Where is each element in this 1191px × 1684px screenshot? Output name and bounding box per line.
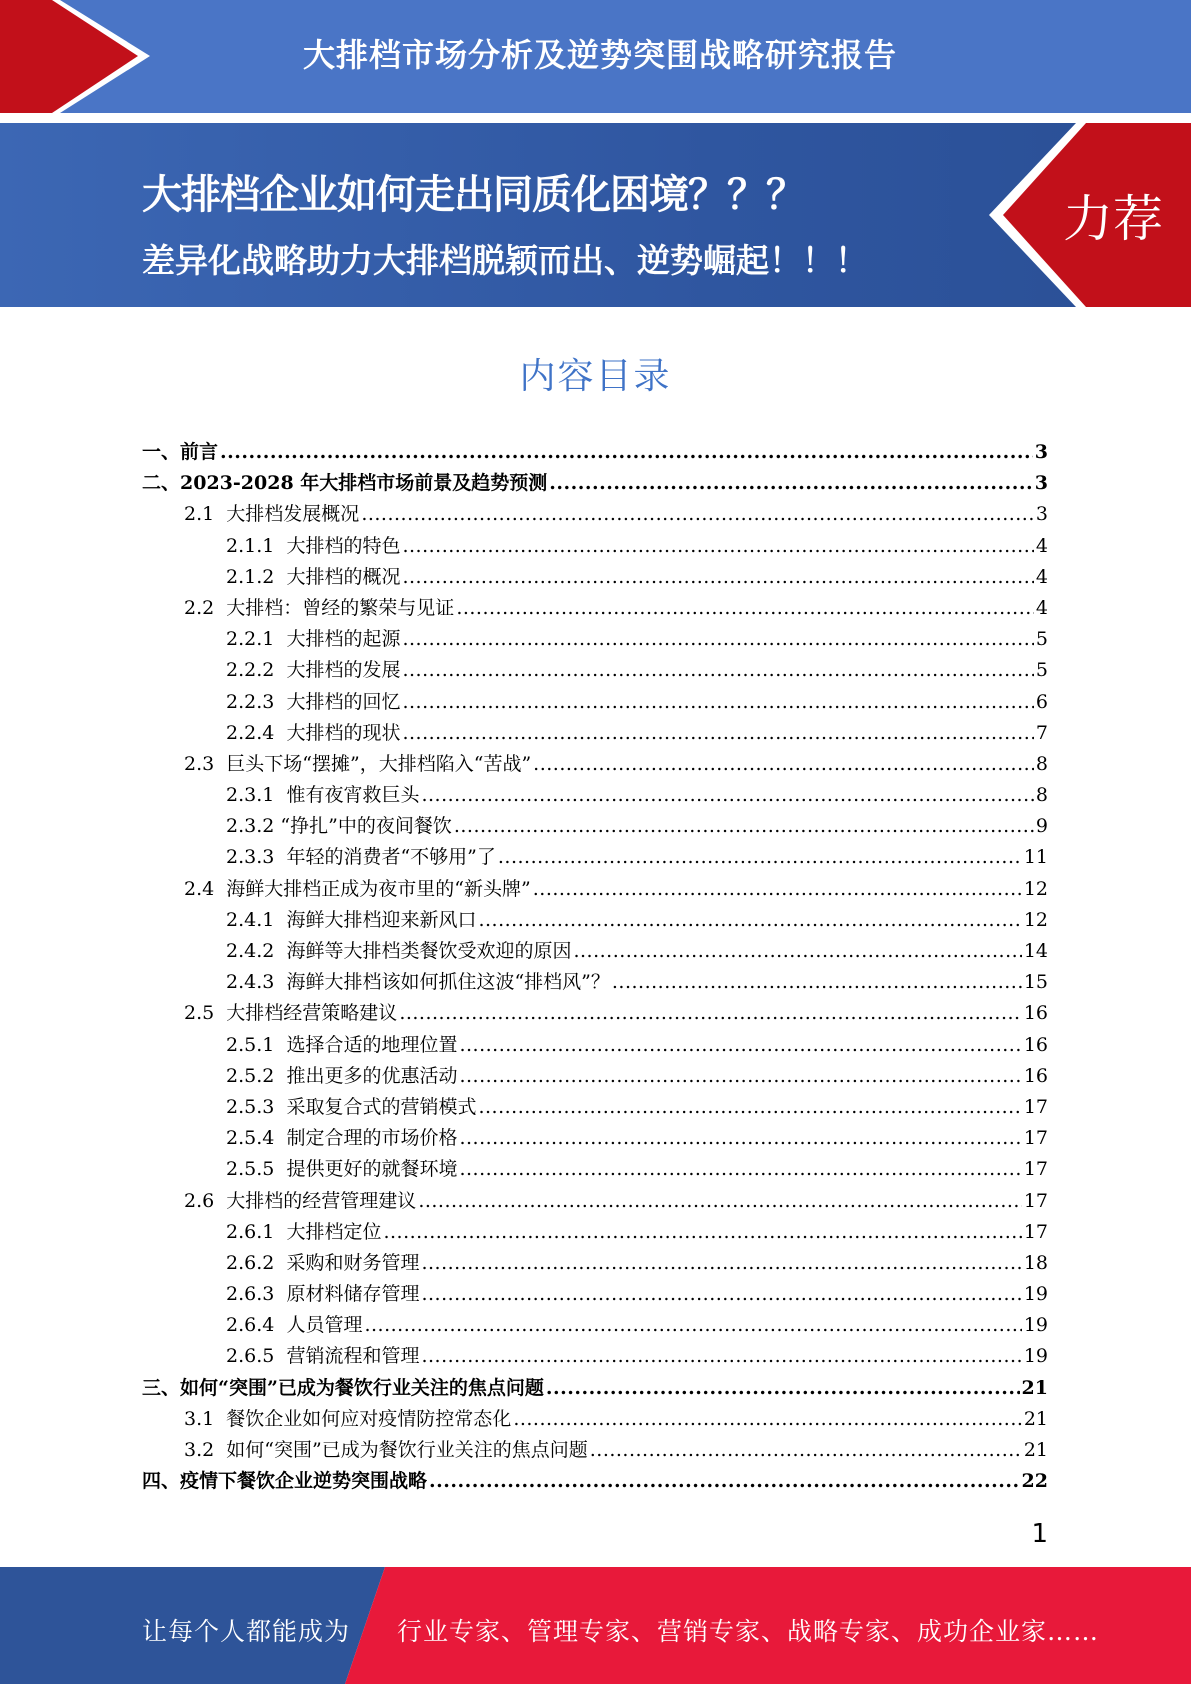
toc-entry[interactable] bbox=[142, 1123, 1048, 1154]
toc-entry[interactable] bbox=[142, 624, 1048, 655]
table-of-contents bbox=[142, 437, 1048, 1497]
toc-entry[interactable] bbox=[142, 967, 1048, 998]
toc-entry-title: 大排档的回忆 bbox=[286, 690, 401, 713]
toc-entry[interactable] bbox=[142, 811, 1048, 842]
toc-entry[interactable] bbox=[142, 1154, 1048, 1185]
toc-entry-number: 2.4.2 bbox=[226, 940, 287, 962]
toc-entry[interactable] bbox=[142, 1061, 1048, 1092]
toc-entry-title: 大排档的概况 bbox=[286, 565, 401, 588]
toc-dot-leader bbox=[364, 1314, 1021, 1336]
toc-entry-title: 前言 bbox=[180, 441, 219, 463]
toc-entry-page: 8 bbox=[1035, 784, 1048, 807]
toc-entry-page: 17 bbox=[1023, 1127, 1048, 1150]
toc-entry[interactable] bbox=[142, 1310, 1048, 1341]
toc-entry[interactable] bbox=[142, 437, 1048, 468]
toc-entry-page: 22 bbox=[1021, 1470, 1048, 1493]
toc-entry-page: 16 bbox=[1023, 1002, 1048, 1025]
toc-entry-number: 2.2.4 bbox=[226, 721, 287, 744]
toc-entry[interactable] bbox=[142, 468, 1048, 499]
toc-entry-page: 16 bbox=[1023, 1064, 1048, 1087]
toc-entry-title: 采取复合式的营销模式 bbox=[286, 1095, 477, 1118]
toc-entry-page: 19 bbox=[1023, 1283, 1048, 1306]
toc-entry-page: 19 bbox=[1023, 1345, 1048, 1368]
toc-entry-title: 推出更多的优惠活动 bbox=[286, 1064, 458, 1087]
toc-entry-number: 2.2.3 bbox=[226, 690, 287, 713]
toc-entry[interactable] bbox=[142, 780, 1048, 811]
toc-entry-number: 2.6.4 bbox=[226, 1314, 287, 1337]
page-number: 1 bbox=[1031, 1519, 1048, 1549]
toc-entry-page: 3 bbox=[1034, 472, 1048, 495]
toc-entry-number: 2.3.1 bbox=[226, 784, 287, 807]
toc-entry-title: 提供更好的就餐环境 bbox=[286, 1158, 458, 1181]
toc-entry-title: “挣扎”中的夜间餐饮 bbox=[280, 815, 452, 838]
toc-entry-number: 2.6.1 bbox=[226, 1220, 287, 1243]
toc-entry-title: 选择合适的地理位置 bbox=[286, 1033, 458, 1056]
toc-entry-number: 2.6.5 bbox=[226, 1345, 287, 1368]
toc-entry-number: 2.5.2 bbox=[226, 1064, 287, 1087]
toc-entry-page: 5 bbox=[1035, 659, 1048, 682]
toc-entry-page: 21 bbox=[1023, 1439, 1048, 1461]
toc-entry[interactable] bbox=[142, 749, 1048, 780]
toc-entry-number: 一、 bbox=[142, 441, 181, 463]
toc-dot-leader bbox=[549, 472, 1032, 494]
toc-dot-leader bbox=[421, 784, 1033, 806]
toc-entry-title: 海鲜大排档迎来新风口 bbox=[286, 908, 477, 931]
toc-dot-leader bbox=[402, 628, 1033, 650]
toc-entry-page: 7 bbox=[1035, 721, 1048, 744]
toc-entry-page: 18 bbox=[1023, 1251, 1048, 1274]
toc-entry[interactable] bbox=[142, 1030, 1048, 1061]
toc-entry-title: 大排档发展概况 bbox=[226, 503, 360, 526]
toc-dot-leader bbox=[421, 1345, 1021, 1367]
toc-dot-leader bbox=[533, 753, 1034, 775]
toc-entry-title: 大排档：曾经的繁荣与见证 bbox=[226, 596, 455, 619]
toc-entry-page: 9 bbox=[1035, 815, 1048, 838]
toc-entry-title: 如何“突围”已成为餐饮行业关注的焦点问题 bbox=[180, 1376, 544, 1399]
toc-entry[interactable] bbox=[142, 531, 1048, 562]
toc-dot-leader bbox=[459, 1065, 1021, 1087]
toc-entry-number: 二、 bbox=[142, 472, 181, 495]
toc-dot-leader bbox=[383, 1221, 1021, 1243]
toc-entry[interactable] bbox=[142, 1466, 1048, 1497]
toc-entry[interactable] bbox=[142, 842, 1048, 873]
toc-entry-number: 2.5.5 bbox=[226, 1158, 287, 1181]
toc-dot-leader bbox=[533, 878, 1022, 900]
toc-entry-number: 2.4.1 bbox=[226, 908, 287, 931]
toc-entry-number: 2.6.2 bbox=[226, 1251, 287, 1274]
toc-entry[interactable] bbox=[142, 1217, 1048, 1248]
toc-entry-number: 2.2 bbox=[184, 596, 227, 619]
toc-entry-page: 5 bbox=[1035, 628, 1048, 651]
toc-dot-leader bbox=[402, 659, 1033, 681]
toc-dot-leader bbox=[498, 846, 1022, 868]
toc-entry-number: 3.1 bbox=[184, 1407, 227, 1430]
toc-dot-leader bbox=[421, 1283, 1021, 1305]
toc-entry-number: 2.5.4 bbox=[226, 1127, 287, 1150]
toc-entry-title: 惟有夜宵救巨头 bbox=[286, 784, 420, 807]
toc-entry-title: 原材料储存管理 bbox=[286, 1283, 420, 1306]
toc-entry-page: 15 bbox=[1023, 971, 1048, 994]
toc-dot-leader bbox=[459, 1127, 1021, 1149]
toc-entry[interactable] bbox=[142, 936, 1048, 967]
toc-entry-page: 6 bbox=[1035, 690, 1048, 713]
toc-entry-title: 大排档的起源 bbox=[286, 628, 401, 651]
toc-dot-leader bbox=[513, 1408, 1022, 1430]
toc-entry-title: 大排档经营策略建议 bbox=[226, 1002, 398, 1025]
toc-entry[interactable] bbox=[142, 1341, 1048, 1372]
toc-entry-number: 2.6 bbox=[184, 1189, 227, 1212]
toc-entry[interactable] bbox=[142, 687, 1048, 718]
toc-entry-title: 大排档的经营管理建议 bbox=[226, 1189, 417, 1212]
toc-dot-leader bbox=[478, 1096, 1021, 1118]
toc-entry-page: 14 bbox=[1023, 940, 1048, 962]
toc-dot-leader bbox=[429, 1470, 1020, 1492]
toc-entry-page: 12 bbox=[1023, 908, 1048, 931]
toc-dot-leader bbox=[402, 722, 1033, 744]
toc-dot-leader bbox=[402, 566, 1033, 588]
toc-entry[interactable] bbox=[142, 874, 1048, 905]
toc-entry-title: 年轻的消费者“不够用”了 bbox=[286, 846, 496, 869]
toc-entry[interactable] bbox=[142, 593, 1048, 624]
toc-entry-page: 21 bbox=[1023, 1407, 1048, 1430]
toc-entry-page: 19 bbox=[1023, 1314, 1048, 1337]
toc-entry-title: 大排档的特色 bbox=[286, 534, 401, 557]
toc-entry-number: 2.3.3 bbox=[226, 846, 287, 869]
toc-entry-title: 大排档的现状 bbox=[286, 721, 401, 744]
toc-entry-page: 4 bbox=[1035, 565, 1048, 588]
toc-entry-page: 21 bbox=[1021, 1376, 1048, 1399]
toc-dot-leader bbox=[573, 940, 1021, 962]
toc-dot-leader bbox=[459, 1034, 1021, 1056]
toc-entry-page: 12 bbox=[1023, 877, 1048, 900]
toc-entry-number: 2.3.2 bbox=[226, 815, 281, 838]
toc-dot-leader bbox=[402, 691, 1033, 713]
toc-entry-page: 4 bbox=[1035, 534, 1048, 557]
toc-entry-page: 4 bbox=[1035, 596, 1048, 619]
toc-entry-number: 2.1 bbox=[184, 503, 227, 526]
toc-entry-number: 2.4.3 bbox=[226, 971, 287, 994]
toc-entry-title: 采购和财务管理 bbox=[286, 1251, 420, 1274]
toc-entry-number: 2.2.1 bbox=[226, 628, 287, 651]
hero-banner bbox=[0, 123, 1191, 307]
toc-entry-title: 制定合理的市场价格 bbox=[286, 1127, 458, 1150]
toc-entry[interactable] bbox=[142, 1435, 1048, 1466]
toc-entry-page: 3 bbox=[1035, 503, 1048, 526]
toc-entry-number: 三、 bbox=[142, 1376, 181, 1399]
toc-entry-title: 营销流程和管理 bbox=[286, 1345, 420, 1368]
toc-entry-page: 17 bbox=[1023, 1158, 1048, 1181]
toc-dot-leader bbox=[418, 1190, 1022, 1212]
toc-dot-leader bbox=[456, 597, 1034, 619]
toc-entry[interactable] bbox=[142, 1279, 1048, 1310]
toc-entry-number: 2.5 bbox=[184, 1002, 227, 1025]
toc-entry-title: 大排档定位 bbox=[286, 1220, 382, 1243]
toc-entry-number: 2.1.1 bbox=[226, 534, 287, 557]
toc-entry[interactable] bbox=[142, 905, 1048, 936]
toc-entry-number: 2.3 bbox=[184, 752, 227, 775]
toc-entry-title: 巨头下场“摆摊”，大排档陷入“苦战” bbox=[226, 752, 532, 775]
toc-entry-page: 16 bbox=[1023, 1033, 1048, 1056]
toc-dot-leader bbox=[220, 441, 1033, 463]
toc-dot-leader bbox=[459, 1158, 1021, 1180]
toc-dot-leader bbox=[612, 971, 1022, 993]
toc-dot-leader bbox=[454, 815, 1034, 837]
toc-dot-leader bbox=[590, 1439, 1022, 1461]
toc-entry[interactable] bbox=[142, 1092, 1048, 1123]
toc-dot-leader bbox=[546, 1377, 1020, 1399]
toc-dot-leader bbox=[421, 1252, 1021, 1274]
toc-entry-title: 海鲜大排档正成为夜市里的“新头牌” bbox=[226, 877, 531, 900]
report-title: 大排档市场分析及逆势突围战略研究报告 bbox=[302, 36, 897, 74]
toc-entry[interactable] bbox=[142, 718, 1048, 749]
toc-dot-leader bbox=[478, 909, 1021, 931]
toc-entry-number: 2.1.2 bbox=[226, 565, 287, 588]
toc-dot-leader bbox=[399, 1002, 1022, 1024]
red-chevron-decoration bbox=[0, 0, 160, 113]
toc-dot-leader bbox=[402, 535, 1033, 557]
toc-entry-title: 海鲜大排档该如何抓住这波“排档风”？ bbox=[286, 971, 610, 994]
toc-entry[interactable] bbox=[142, 1373, 1048, 1404]
toc-entry-title: 餐饮企业如何应对疫情防控常态化 bbox=[226, 1407, 512, 1430]
toc-entry-number: 2.6.3 bbox=[226, 1283, 287, 1306]
toc-entry-page: 8 bbox=[1035, 752, 1048, 775]
recommend-badge-label: 力荐 bbox=[1063, 190, 1163, 248]
toc-entry-number: 2.4 bbox=[184, 877, 227, 900]
toc-entry-title: 如何“突围”已成为餐饮行业关注的焦点问题 bbox=[226, 1439, 588, 1461]
toc-entry-title: 海鲜等大排档类餐饮受欢迎的原因 bbox=[286, 940, 572, 962]
toc-entry-title: 大排档的发展 bbox=[286, 659, 401, 682]
toc-entry-title: 2023-2028 年大排档市场前景及趋势预测 bbox=[180, 472, 548, 495]
toc-entry-number: 3.2 bbox=[184, 1439, 227, 1461]
toc-entry[interactable] bbox=[142, 499, 1048, 530]
toc-entry-number: 四、 bbox=[142, 1470, 181, 1493]
toc-entry-title: 人员管理 bbox=[286, 1314, 363, 1337]
toc-entry[interactable] bbox=[142, 655, 1048, 686]
toc-entry-number: 2.2.2 bbox=[226, 659, 287, 682]
hero-subheadline: 差异化战略助力大排档脱颖而出、逆势崛起！！！ bbox=[142, 241, 868, 280]
toc-heading: 内容目录 bbox=[519, 356, 672, 397]
hero-headline: 大排档企业如何走出同质化困境？？？ bbox=[142, 172, 805, 218]
footer-slogan-left: 让每个人都能成为 bbox=[142, 1617, 351, 1646]
footer-slogan-right: 行业专家、管理专家、营销专家、战略专家、成功企业家…… bbox=[397, 1617, 1100, 1646]
toc-entry-page: 3 bbox=[1034, 441, 1048, 463]
toc-dot-leader bbox=[361, 503, 1034, 525]
toc-entry-page: 17 bbox=[1023, 1220, 1048, 1243]
toc-entry[interactable] bbox=[142, 562, 1048, 593]
toc-entry-page: 17 bbox=[1023, 1095, 1048, 1118]
toc-entry-page: 17 bbox=[1023, 1189, 1048, 1212]
toc-entry[interactable] bbox=[142, 1186, 1048, 1217]
toc-entry-page: 11 bbox=[1023, 846, 1048, 869]
toc-entry-title: 疫情下餐饮企业逆势突围战略 bbox=[180, 1470, 428, 1493]
toc-entry-number: 2.5.1 bbox=[226, 1033, 287, 1056]
toc-entry[interactable] bbox=[142, 1248, 1048, 1279]
toc-entry-number: 2.5.3 bbox=[226, 1095, 287, 1118]
toc-entry[interactable] bbox=[142, 1404, 1048, 1435]
toc-entry[interactable] bbox=[142, 998, 1048, 1029]
